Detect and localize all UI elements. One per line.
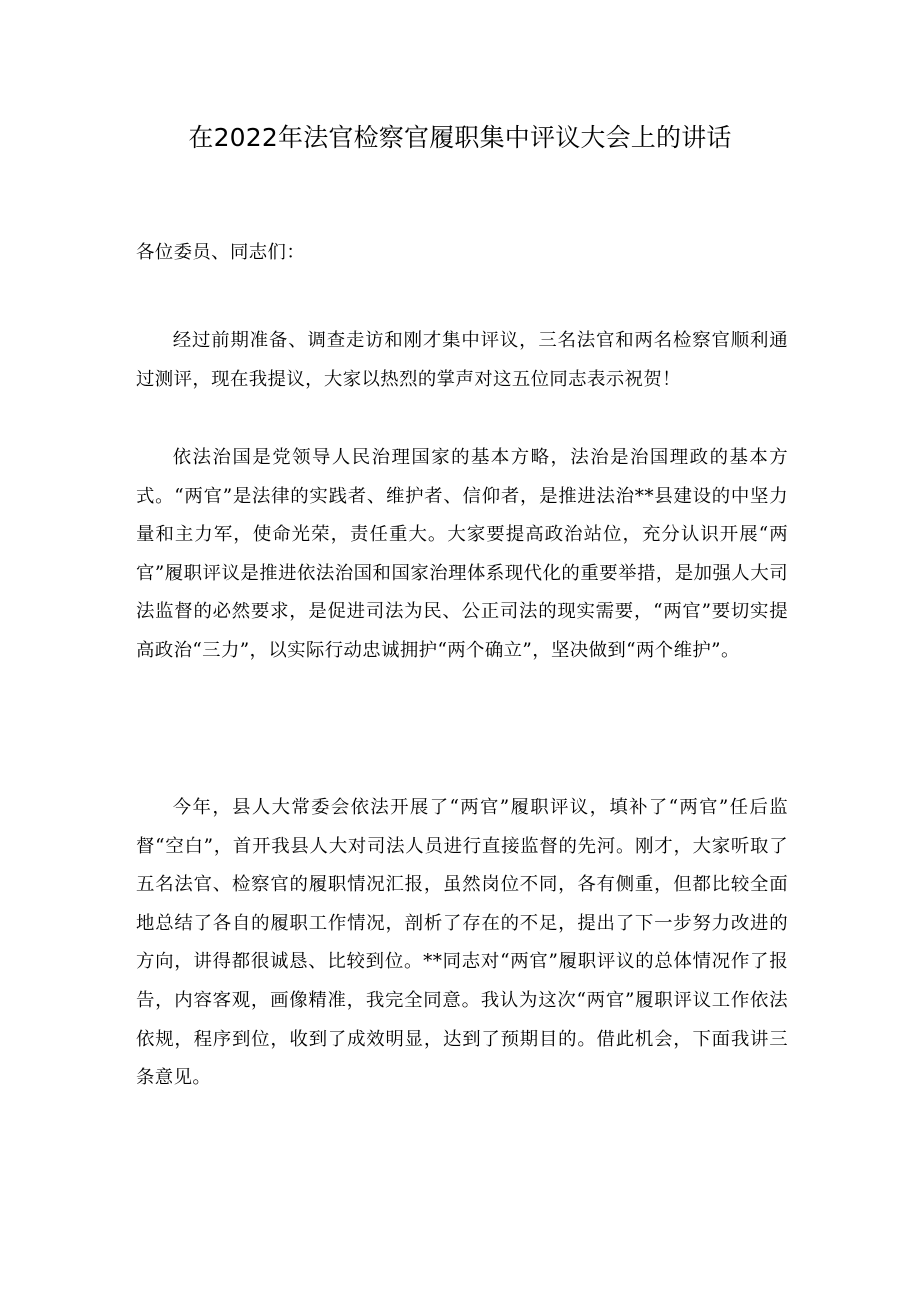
paragraph-3: 今年，县人大常委会依法开展了“两官”履职评议，填补了“两官”任后监督“空白”，首开我县人大对司法人员进行直接监督的先河。刚才，大家听取了五名法官、检察官的履职情况汇报，虽然岗位不同，各有侧重，但都比较全面地总结了各自的履职工作情况，剖析了存在的不足，提出了下一步努力改进的方向，讲得都很诚恳、比较到位。**同志对“两官”履职评议的总体情况作了报告，内容客观，画像精准，我完全同意。我认为这次“两官”履职评议工作依法依规，程序到位，收到了成效明显，达到了预期目的。借此机会，下面我讲三条意见。	[136, 797, 788, 1089]
salutation: 各位委员、同志们：	[136, 242, 306, 263]
paragraph-2: 依法治国是党领导人民治理国家的基本方略，法治是治国理政的基本方式。“两官”是法律的实践者、维护者、信仰者，是推进法治**县建设的中坚力量和主力军，使命光荣，责任重大。大家要提高政治站位，充分认识开展“两官”履职评议是推进依法治国和国家治理体系现代化的重要举措，是加强人大司法监督的必然要求，是促进司法为民、公正司法的现实需要，“两官”要切实提高政治“三力”，以实际行动忠诚拥护“两个确立”，坚决做到“两个维护”。	[136, 447, 788, 661]
paragraph-1: 经过前期准备、调查走访和刚才集中评议，三名法官和两名检察官顺利通过测评，现在我提议，大家以热烈的掌声对这五位同志表示祝贺！	[136, 330, 788, 390]
document-title: 在2022年法官检察官履职集中评议大会上的讲话	[188, 123, 732, 152]
